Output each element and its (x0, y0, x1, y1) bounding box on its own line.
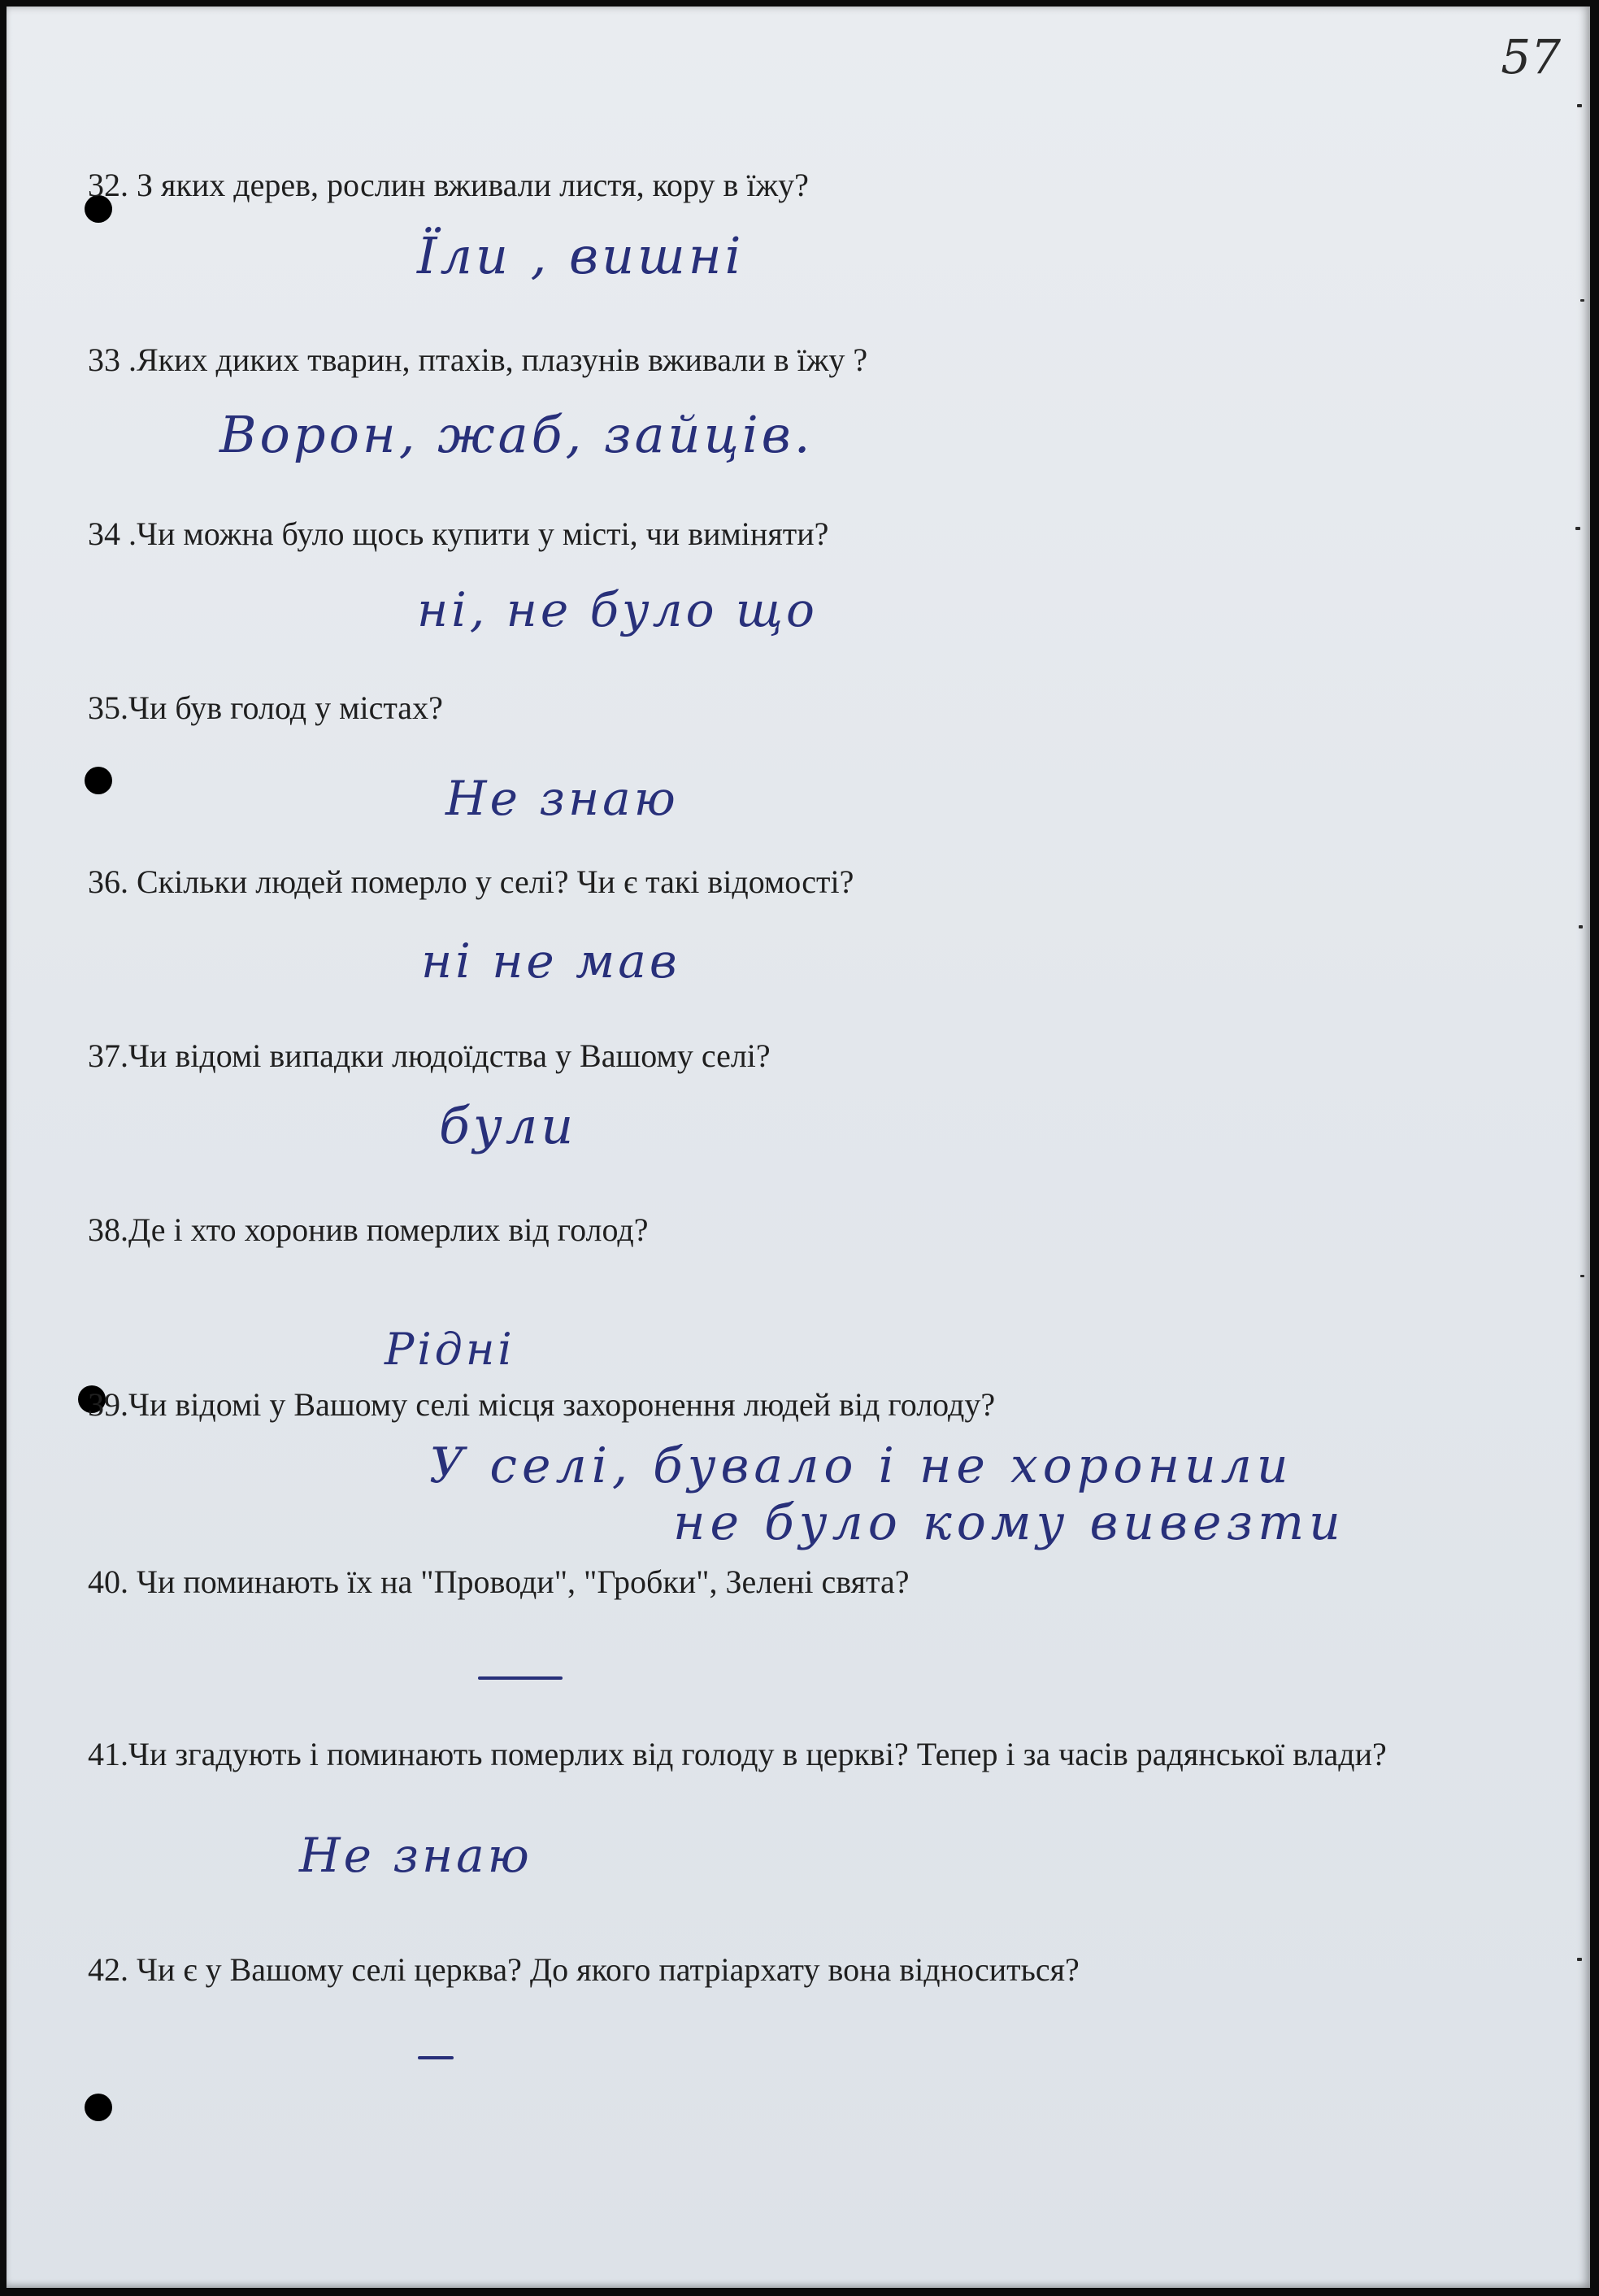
answer-39-line-1: У селі, бувало і не хоронили (429, 1437, 1293, 1494)
question-33: 33 .Яких диких тварин, птахів, плазунів вживали в їжу ? (88, 341, 868, 378)
punch-hole-bottom (85, 2094, 112, 2121)
edge-speck (1575, 527, 1580, 530)
question-40: 40. Чи поминають їх на "Проводи", "Гробки", Зелені свята? (88, 1563, 910, 1600)
questionnaire-page (7, 7, 1590, 2288)
answer-37: були (439, 1096, 577, 1155)
answer-40-dash (478, 1676, 563, 1680)
answer-36: ні не мав (421, 933, 680, 989)
answer-41: Не знаю (299, 1828, 532, 1883)
question-32: 32. З яких дерев, рослин вживали листя, кору в їжу? (88, 167, 809, 203)
edge-speck (1577, 1958, 1582, 1961)
answer-39-line-2: не було кому вивезти (673, 1494, 1345, 1551)
answer-34: ні, не було що (417, 582, 818, 637)
edge-speck (1579, 925, 1583, 928)
question-36: 36. Скільки людей померло у селі? Чи є такі відомості? (88, 863, 854, 900)
edge-speck (1580, 299, 1584, 302)
punch-hole-upper (85, 767, 112, 794)
answer-35: Не знаю (445, 771, 679, 826)
question-37: 37.Чи відомі випадки людоїдства у Вашому селі? (88, 1037, 771, 1074)
question-41: 41.Чи згадують і поминають померлих від голоду в церкві? Тепер і за часів радянської влади? (88, 1736, 1387, 1772)
question-39: 39.Чи відомі у Вашому селі місця захоронення людей від голоду? (88, 1386, 996, 1423)
question-35: 35.Чи був голод у містах? (88, 689, 443, 726)
answer-42-dash (418, 2056, 454, 2059)
answer-32: Їли , вишні (417, 226, 745, 285)
question-38: 38.Де і хто хоронив померлих від голод? (88, 1211, 649, 1248)
question-42: 42. Чи є у Вашому селі церква? До якого патріархату вона відноситься? (88, 1951, 1080, 1988)
page-number: 57 (1501, 29, 1561, 85)
edge-speck (1577, 104, 1582, 107)
answer-38: Рідні (385, 1324, 515, 1375)
answer-33: Ворон, жаб, зайців. (219, 405, 814, 464)
question-34: 34 .Чи можна було щось купити у місті, чи виміняти? (88, 515, 829, 552)
edge-speck (1580, 1275, 1584, 1277)
